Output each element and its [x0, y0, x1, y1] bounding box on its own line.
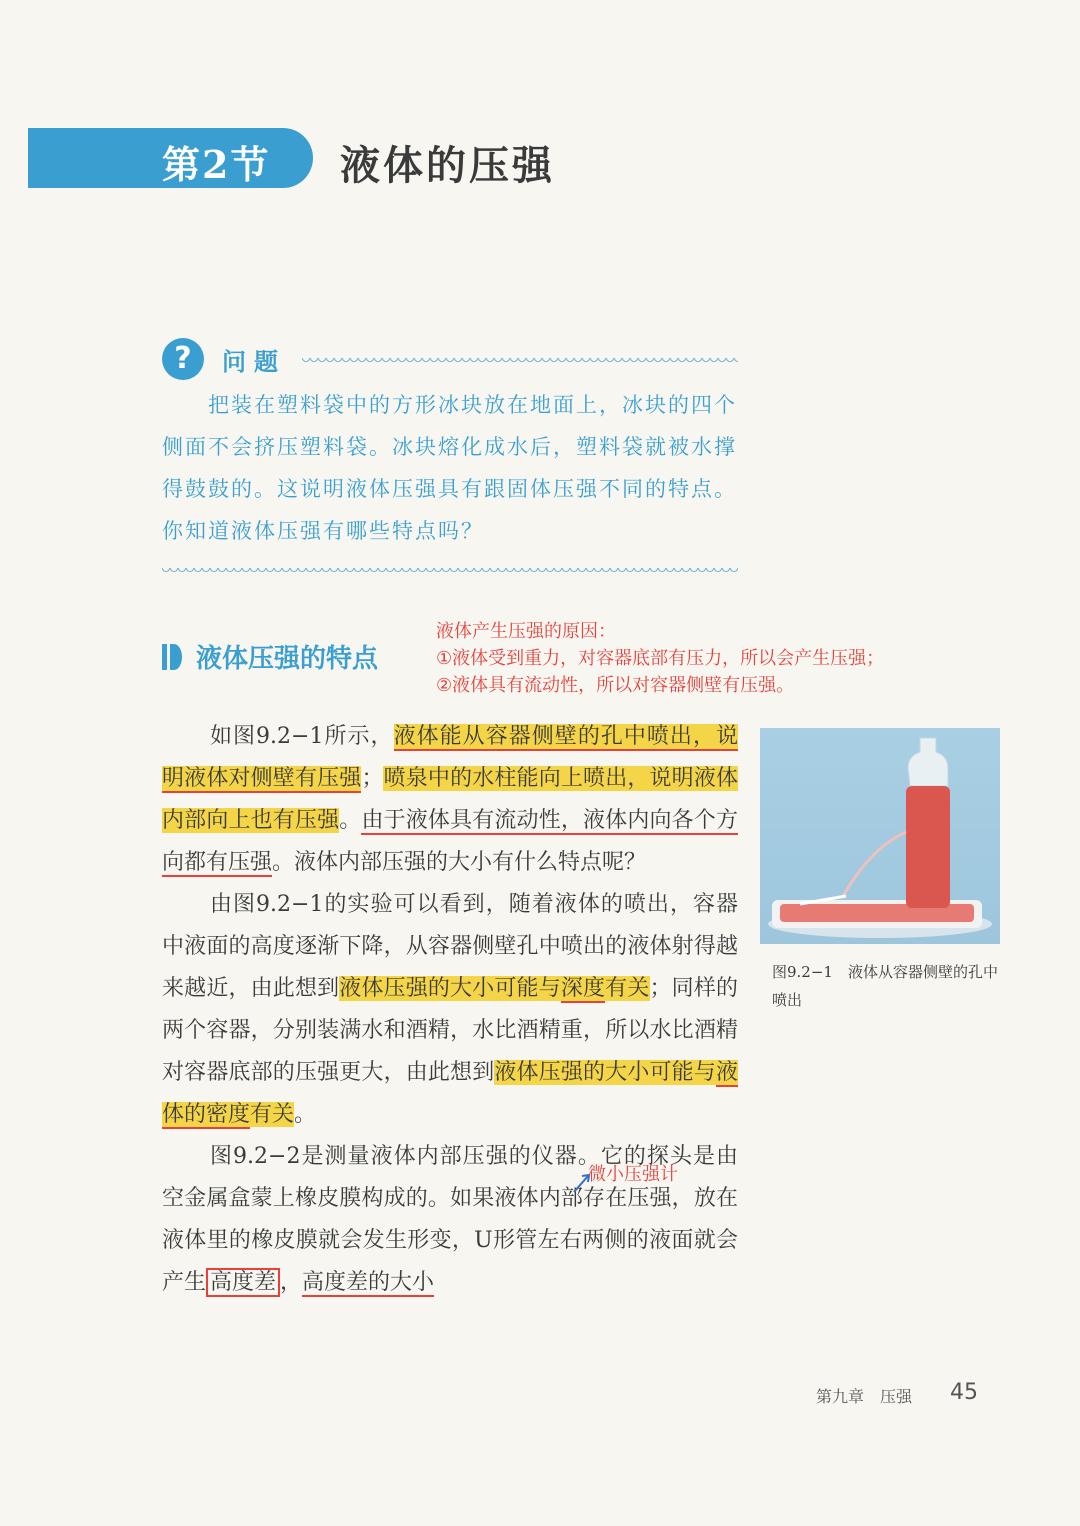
wavy-divider-top [302, 358, 738, 366]
page-title: 液体的压强 [340, 142, 555, 189]
figure-caption: 图9.2−1 液体从容器侧壁的孔中喷出 [772, 963, 998, 1009]
highlighted-text: 有关 [605, 976, 650, 1001]
paragraph [162, 716, 738, 884]
bottle-tray-illustration [760, 728, 1000, 944]
question-text: 把装在塑料袋中的方形冰块放在地面上，冰块的四个侧面不会挤压塑料袋。冰块熔化成水后，塑料袋就被水撑得鼓鼓的。这说明液体压强具有跟固体压强不同的特点。你知道液体压强有哪些特点吗？ [162, 393, 737, 543]
page-number: 45 [950, 1380, 978, 1405]
wavy-divider-bottom [162, 568, 738, 576]
body-text [162, 716, 738, 1304]
underlined-text: 由于液体具有流动性，液体内向各个方向都有压强 [162, 808, 738, 875]
text-run: 。 [294, 1102, 317, 1127]
highlighted-text: 液体的密度 [162, 1060, 738, 1127]
text-run: 。液体内部压强的大小有什么特点呢？ [272, 850, 647, 875]
subheading: 液体压强的特点 [196, 644, 379, 674]
text-run: 如图9.2−1所示， [210, 724, 394, 749]
question-label: 问题 [222, 348, 286, 376]
text-run: 由图9.2−1的实验可以看到，随着液体的喷出，容器中液面的高度逐渐下降，从容器侧壁孔中喷出的液体射得越来越近，由此想到 [162, 892, 738, 1001]
highlighted-text: 喷泉中的水柱能向上喷出，说明液体内部向上也有压强 [162, 766, 738, 833]
paragraph [162, 884, 738, 1136]
handwritten-note [436, 618, 884, 699]
text-run: ； [361, 766, 384, 791]
highlighted-text: 有关 [250, 1102, 295, 1127]
handwritten-annotation: 微小压强计 [588, 1164, 678, 1185]
highlighted-text: 液体压强的大小可能与 [494, 1060, 716, 1085]
boxed-text: 高度差 [206, 1268, 280, 1297]
footer-chapter: 第九章 压强 [816, 1387, 913, 1406]
note-line: ②液体具有流动性，所以对容器侧壁有压强。 [436, 675, 795, 696]
text-run: ， [280, 1270, 303, 1295]
highlighted-text: 液体能从容器侧壁的孔中喷出，说明液体对侧壁有压强 [162, 724, 738, 791]
note-line: 液体产生压强的原因： [436, 621, 616, 642]
section-label: 第2节 [162, 142, 271, 187]
underlined-text: 高度差的大小 [302, 1270, 435, 1295]
subheading-marker-icon [162, 644, 182, 670]
highlighted-text: 液体压强的大小可能与 [339, 976, 561, 1001]
figure-image [760, 728, 1000, 944]
text-run: 。 [339, 808, 362, 833]
question-icon: ? [162, 338, 204, 380]
text-run: ；同样的两个容器，分别装满水和酒精，水比酒精重，所以水比酒精对容器底部的压强更大，由此想到 [162, 976, 738, 1085]
text-run: 图9.2−2是测量液体内部压强的仪器。它的探头是由空金属盒蒙上橡皮膜构成的。如果液体内部存在压强，放在液体里的橡皮膜就会发生形变，U形管左右两侧的液面就会产生 [162, 1144, 738, 1295]
highlighted-text: 深度 [560, 976, 606, 1001]
note-line: ①液体受到重力，对容器底部有压力，所以会产生压强； [436, 648, 885, 669]
